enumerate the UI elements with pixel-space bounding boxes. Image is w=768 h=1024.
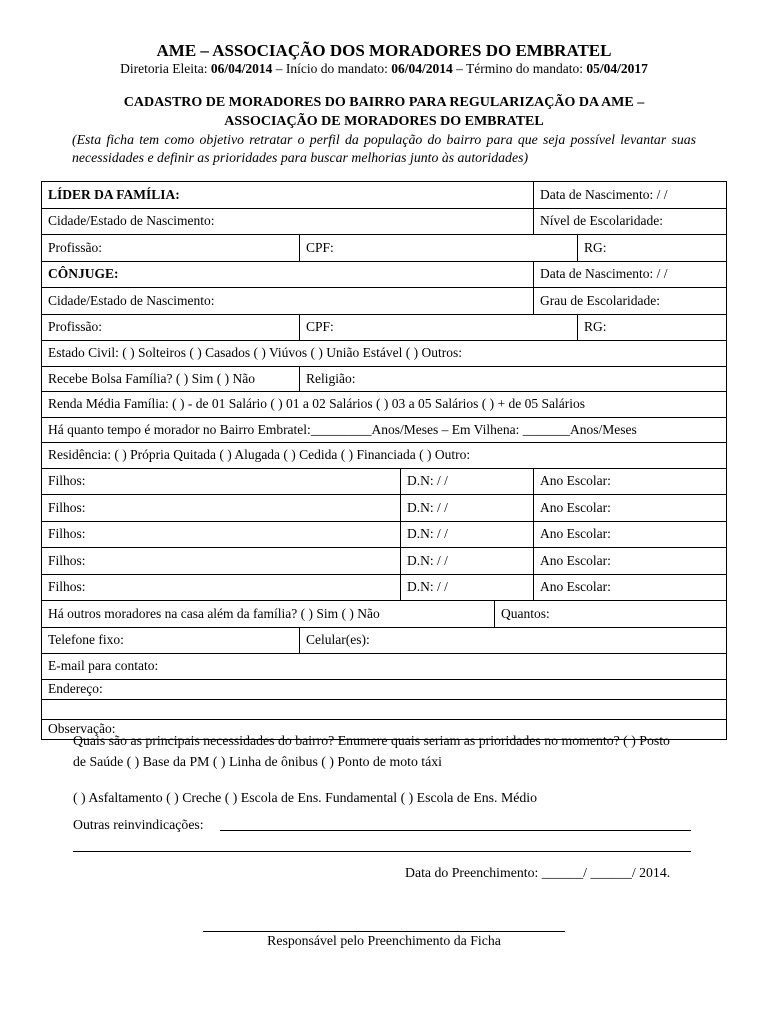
- leader-birth-place-field[interactable]: Cidade/Estado de Nascimento:: [42, 208, 534, 235]
- form-title: [60, 93, 708, 131]
- child-birth-date-field[interactable]: D.N: / /: [401, 468, 534, 495]
- leader-schooling-field[interactable]: Nível de Escolaridade:: [534, 208, 727, 235]
- end-date: 05/04/2017: [586, 61, 648, 76]
- spouse-rg-field[interactable]: RG:: [578, 314, 727, 341]
- leader-rg-field[interactable]: RG:: [578, 235, 727, 262]
- residence-row[interactable]: Residência: ( ) Própria Quitada ( ) Alugada ( ) Cedida ( ) Financiada ( ) Outro:: [42, 443, 727, 469]
- form-title-line-2: ASSOCIAÇÃO DE MORADORES DO EMBRATEL: [224, 114, 544, 129]
- child-field[interactable]: Filhos:: [42, 468, 401, 495]
- civil-status-row[interactable]: Estado Civil: ( ) Solteiros ( ) Casados ( ) Viúvos ( ) União Estável ( ) Outros:: [42, 341, 727, 367]
- board-date: 06/04/2014: [210, 61, 273, 76]
- bolsa-familia-row[interactable]: Recebe Bolsa Família? ( ) Sim ( ) Não: [42, 366, 300, 392]
- child-birth-date-field[interactable]: D.N: / /: [401, 548, 534, 575]
- child-school-year-field[interactable]: Ano Escolar:: [534, 548, 727, 575]
- child-school-year-field[interactable]: Ano Escolar:: [534, 468, 727, 495]
- child-field[interactable]: Filhos:: [42, 548, 401, 575]
- email-field[interactable]: E-mail para contato:: [42, 654, 727, 680]
- other-claims-line[interactable]: [220, 830, 691, 831]
- child-birth-date-field[interactable]: D.N: / /: [401, 574, 534, 601]
- start-label: – Início do mandato:: [272, 61, 392, 76]
- child-school-year-field[interactable]: Ano Escolar:: [534, 521, 727, 548]
- spouse-birth-place-field[interactable]: Cidade/Estado de Nascimento:: [42, 288, 534, 315]
- registration-table: [41, 181, 727, 740]
- other-claims-label: Outras reinvindicações:: [73, 817, 204, 832]
- child-school-year-field[interactable]: Ano Escolar:: [534, 495, 727, 522]
- needs-question: Quais são as principais necessidades do bairro? Enumere quais seriam as prioridades no momento? ( ) Posto de Saúde ( ) Base da PM ( ) Linha de ônibus ( ) Ponto de moto táxi: [73, 733, 670, 769]
- child-school-year-field[interactable]: Ano Escolar:: [534, 574, 727, 601]
- address-field[interactable]: Endereço:: [42, 679, 727, 699]
- other-claims-line-2[interactable]: [73, 851, 691, 852]
- board-label: Diretoria Eleita:: [120, 61, 211, 76]
- child-birth-date-field[interactable]: D.N: / /: [401, 521, 534, 548]
- signature-caption: Responsável pelo Preenchimento da Ficha: [267, 933, 501, 948]
- mobile-field[interactable]: Celular(es):: [300, 627, 727, 654]
- leader-cpf-field[interactable]: CPF:: [300, 235, 578, 262]
- landline-field[interactable]: Telefone fixo:: [42, 627, 300, 654]
- address-extra-line[interactable]: [42, 699, 727, 719]
- spouse-cpf-field[interactable]: CPF:: [300, 314, 578, 341]
- child-field[interactable]: Filhos:: [42, 574, 401, 601]
- leader-birth-date-field[interactable]: Data de Nascimento: / /: [534, 182, 727, 209]
- other-residents-row[interactable]: Há outros moradores na casa além da família? ( ) Sim ( ) Não: [42, 601, 495, 628]
- leader-profession-field[interactable]: Profissão:: [42, 235, 300, 262]
- income-row[interactable]: Renda Média Família: ( ) - de 01 Salário ( ) 01 a 02 Salários ( ) 03 a 05 Salários ( ) + de 05 Salários: [42, 392, 727, 418]
- org-title: AME – ASSOCIAÇÃO DOS MORADORES DO EMBRATEL: [156, 41, 612, 60]
- religion-field[interactable]: Religião:: [300, 366, 727, 392]
- child-field[interactable]: Filhos:: [42, 521, 401, 548]
- spouse-field[interactable]: CÔNJUGE:: [42, 261, 534, 288]
- how-many-field[interactable]: Quantos:: [495, 601, 727, 628]
- spouse-profession-field[interactable]: Profissão:: [42, 314, 300, 341]
- residence-time-row[interactable]: Há quanto tempo é morador no Bairro Embratel:_________Anos/Meses – Em Vilhena: _______Anos/Meses: [42, 417, 727, 443]
- fill-date: Data do Preenchimento: ______/ ______/ 2014.: [405, 865, 671, 880]
- start-date: 06/04/2014: [391, 61, 453, 76]
- form-title-line-1: CADASTRO DE MORADORES DO BAIRRO PARA REGULARIZAÇÃO DA AME –: [123, 95, 645, 110]
- notes-field[interactable]: Observação:: [42, 719, 727, 739]
- form-purpose: (Esta ficha tem como objetivo retratar o perfil da população do bairro para que seja possível levantar suas necessidades e definir as prioridades para buscar melhorias junto às autoridades): [72, 132, 696, 165]
- spouse-birth-date-field[interactable]: Data de Nascimento: / /: [534, 261, 727, 288]
- end-label: – Término do mandato:: [452, 61, 587, 76]
- mandate-line: [0, 61, 768, 77]
- needs-options: ( ) Asfaltamento ( ) Creche ( ) Escola de Ens. Fundamental ( ) Escola de Ens. Médio: [73, 790, 537, 805]
- spouse-schooling-field[interactable]: Grau de Escolaridade:: [534, 288, 727, 315]
- child-birth-date-field[interactable]: D.N: / /: [401, 495, 534, 522]
- child-field[interactable]: Filhos:: [42, 495, 401, 522]
- leader-field[interactable]: LÍDER DA FAMÍLIA:: [42, 182, 534, 209]
